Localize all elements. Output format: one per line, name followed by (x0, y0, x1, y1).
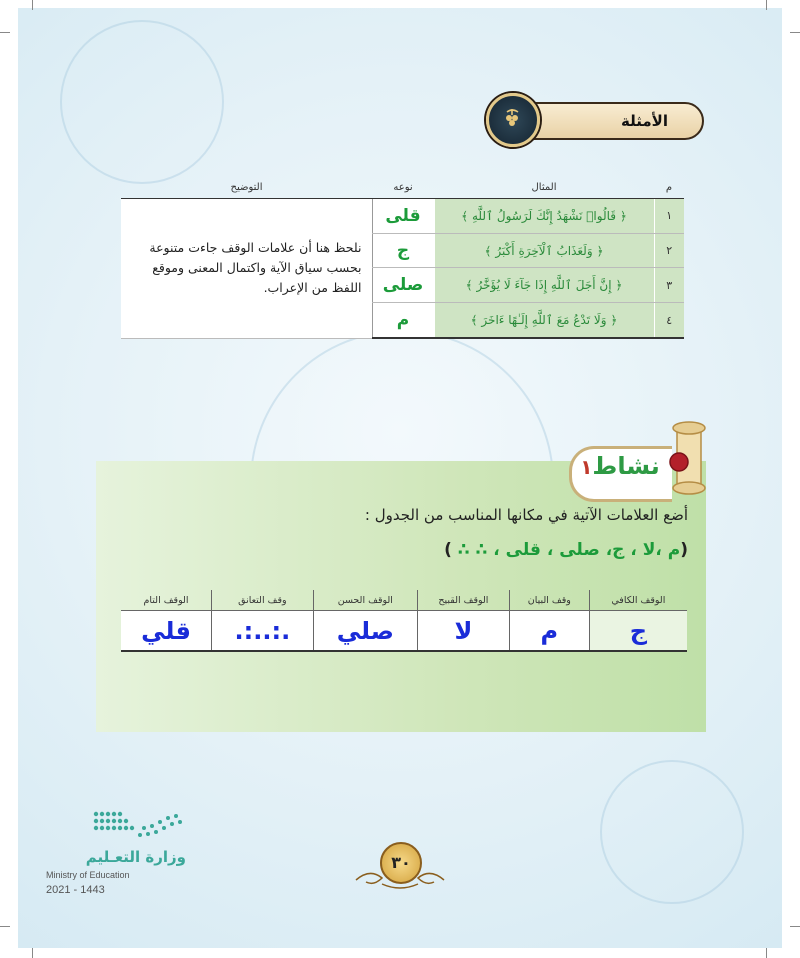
row-number: ٣ (654, 268, 684, 303)
answer-cell[interactable]: م (509, 611, 589, 652)
crop-mark (0, 926, 10, 927)
answers-table (121, 590, 687, 652)
answer-cell[interactable]: لا (418, 611, 510, 652)
column-header: وقف البيان (509, 590, 589, 611)
crop-mark (790, 32, 800, 33)
section-header-bar (516, 102, 704, 140)
background-ornament (60, 20, 224, 184)
crop-mark (790, 926, 800, 927)
stop-mark: صلى (372, 268, 434, 303)
close-paren: ) (444, 540, 452, 560)
open-paren: ( (680, 540, 688, 560)
crop-mark (766, 948, 767, 958)
quran-example: ﴿ قَالُوا۟ نَشْهَدُ إِنَّكَ لَرَسُولُ ٱللَّهِ ﴾ (434, 199, 654, 234)
stop-mark: م (372, 303, 434, 338)
page-number: ٣٠ (380, 842, 422, 884)
answer-cell[interactable]: .:..:. (212, 611, 314, 652)
logo-dots-icon (90, 808, 186, 842)
scroll-icon (663, 418, 715, 496)
explanation-text: نلحظ هنا أن علامات الوقف جاءت متنوعة بحسب سياق الآية واكتمال المعنى وموقع اللفظ من الإعراب. (121, 199, 372, 339)
quran-example: ﴿ وَلَا تَدْعُ مَعَ ٱللَّهِ إِلَـٰهًا ءَاخَرَ ﴾ (434, 303, 654, 338)
row-number: ٢ (654, 233, 684, 268)
activity-title-text: نشاط (592, 452, 660, 480)
stop-marks-text: م ،لا ، ج، صلى ، قلى ، ∴ ∴ (457, 540, 681, 560)
crop-mark (32, 0, 33, 10)
row-number: ٤ (654, 303, 684, 338)
ministry-logo (46, 808, 186, 898)
quran-example: ﴿ إِنَّ أَجَلَ ٱللَّهِ إِذَا جَآءَ لَا يُؤَخَّرُ ﴾ (434, 268, 654, 303)
page-number-ornament (352, 838, 448, 894)
answer-cell[interactable]: ج (589, 611, 687, 652)
edition-year: 2021 - 1443 (46, 884, 105, 896)
column-header: الوقف التام (121, 590, 212, 611)
column-header: وقف التعانق (212, 590, 314, 611)
activity-number: ١ (580, 455, 593, 479)
column-header: الوقف القبيح (418, 590, 510, 611)
column-header-example: المثال (434, 176, 654, 199)
crop-mark (0, 32, 10, 33)
crop-mark (32, 948, 33, 958)
activity-instruction: أضع العلامات الآتية في مكانها المناسب من الجدول : (364, 506, 688, 524)
column-header-number: م (654, 176, 684, 199)
ministry-name-en: Ministry of Education (46, 870, 130, 880)
ministry-name-ar: وزارة التعـليم (85, 848, 186, 866)
row-number: ١ (654, 199, 684, 234)
section-title: الأمثلة (621, 112, 668, 130)
quran-example: ﴿ وَلَعَذَابُ ٱلْآخِرَةِ أَكْبَرُ ﴾ (434, 233, 654, 268)
grape-emblem-icon (486, 93, 540, 147)
column-header-explanation: التوضيح (121, 176, 372, 199)
column-header: الوقف الحسن (313, 590, 417, 611)
answer-cell[interactable]: صلي (313, 611, 417, 652)
activity-title (572, 452, 668, 480)
answer-cell[interactable]: قلي (121, 611, 212, 652)
crop-mark (766, 0, 767, 10)
section-header (486, 97, 704, 143)
examples-table (121, 176, 684, 339)
stop-mark: ج (372, 233, 434, 268)
stop-mark: قلى (372, 199, 434, 234)
background-ornament (600, 760, 744, 904)
column-header: الوقف الكافي (589, 590, 687, 611)
column-header-type: نوعه (372, 176, 434, 199)
stop-marks-list (444, 540, 688, 560)
table-row (121, 199, 684, 234)
